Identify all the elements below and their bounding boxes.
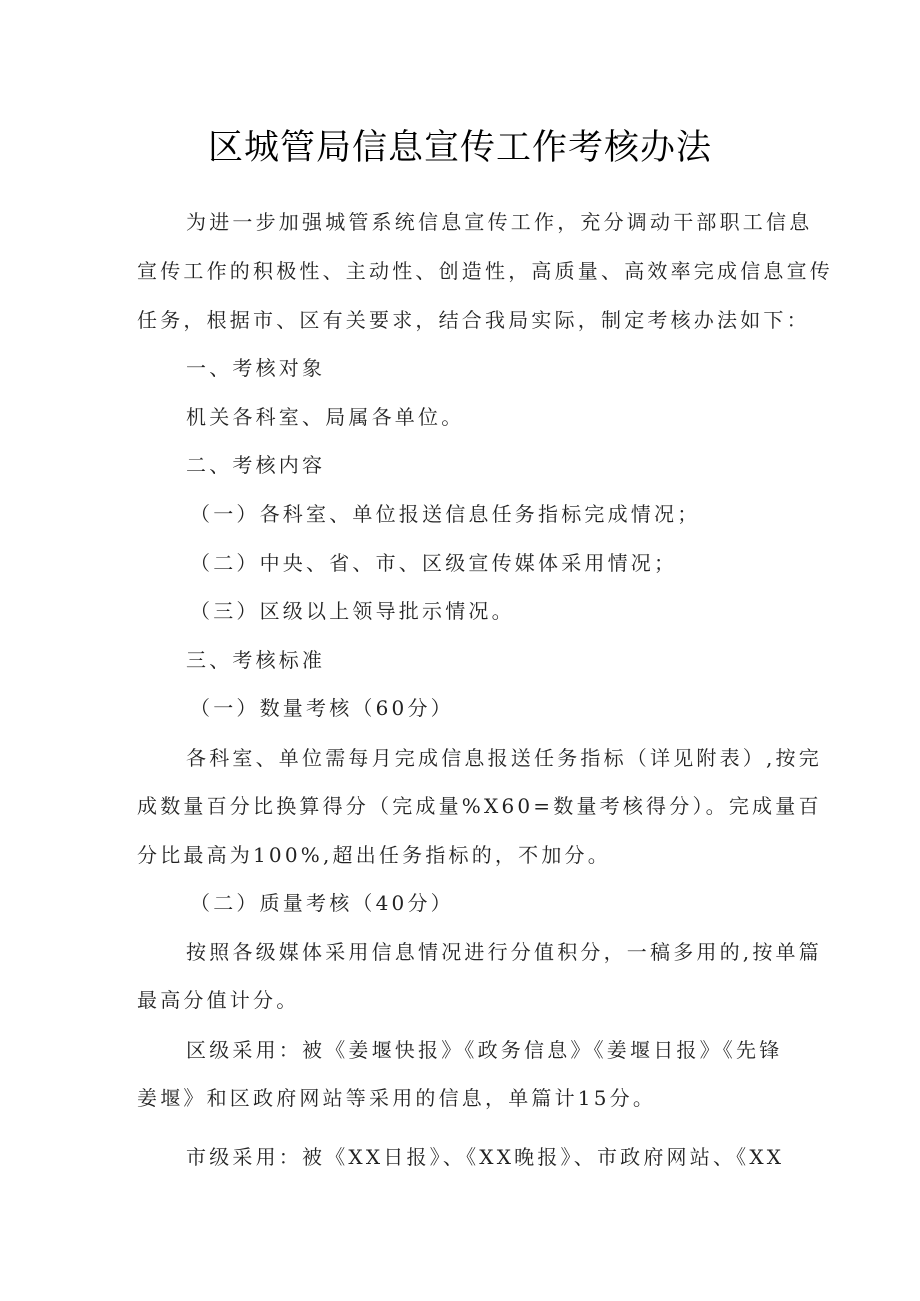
- quality-paragraph-line-2: 最高分值计分。: [137, 988, 300, 1012]
- city-adoption-line-1: 市级采用：被《XX日报》、《XX晚报》、市政府网站、《XX: [186, 1145, 785, 1169]
- subsection-quality-heading: （二）质量考核（40分）: [190, 891, 454, 915]
- document-title: 区城管局信息宣传工作考核办法: [207, 128, 712, 168]
- section-2-item-3: （三）区级以上领导批示情况。: [190, 599, 515, 623]
- section-2-item-2: （二）中央、省、市、区级宣传媒体采用情况；: [190, 551, 678, 575]
- intro-paragraph-line-1: 为进一步加强城管系统信息宣传工作，充分调动干部职工信息: [186, 210, 813, 234]
- section-2-item-1: （一）各科室、单位报送信息任务指标完成情况；: [190, 502, 701, 526]
- intro-paragraph-line-3: 任务，根据市、区有关要求，结合我局实际，制定考核办法如下：: [137, 308, 810, 332]
- quantity-paragraph-line-1: 各科室、单位需每月完成信息报送任务指标（详见附表）,按完: [186, 746, 822, 770]
- section-heading-2: 二、考核内容: [186, 453, 326, 477]
- quantity-paragraph-line-3: 分比最高为100%,超出任务指标的，不加分。: [137, 843, 611, 867]
- district-adoption-line-1: 区级采用：被《姜堰快报》《政务信息》《姜堰日报》《先锋: [186, 1038, 783, 1062]
- section-1-body: 机关各科室、局属各单位。: [186, 405, 465, 429]
- quality-paragraph-line-1: 按照各级媒体采用信息情况进行分值积分，一稿多用的,按单篇: [186, 940, 822, 964]
- district-adoption-line-2: 姜堰》和区政府网站等采用的信息，单篇计15分。: [137, 1086, 657, 1110]
- section-heading-3: 三、考核标准: [186, 648, 326, 672]
- quantity-paragraph-line-2: 成数量百分比换算得分（完成量%X60=数量考核得分）。完成量百: [137, 794, 822, 818]
- subsection-quantity-heading: （一）数量考核（60分）: [190, 696, 454, 720]
- section-heading-1: 一、考核对象: [186, 356, 326, 380]
- intro-paragraph-line-2: 宣传工作的积极性、主动性、创造性，高质量、高效率完成信息宣传: [137, 259, 833, 283]
